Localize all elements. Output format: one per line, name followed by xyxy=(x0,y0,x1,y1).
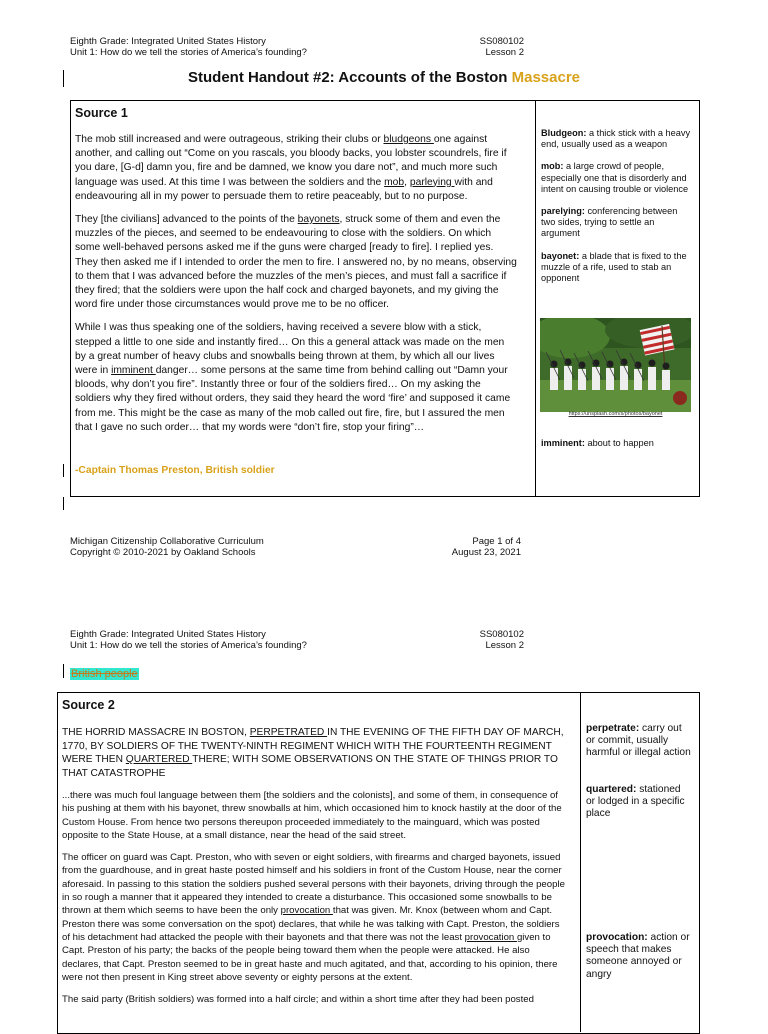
glossary-entry-quartered: quartered: stationed or lodged in a specific place xyxy=(586,784,685,820)
vocab-mob: mob xyxy=(384,176,405,188)
text-cursor-bar xyxy=(63,664,64,678)
source2-column-divider xyxy=(580,692,581,1032)
source2-paragraph-1: ...there was much foul language between them [the soldiers and the colonists], and some of them, in consequence of his pushing at them with his bayonet, threw snowballs at him, which occasioned him to knock hastily at the door of the Custom House. From hence two persons thereupon proceeded immediately to the mainguard, which was posted opposite to the State House, at a small distance, near the head of the said street. xyxy=(62,790,562,841)
source1-paragraph-3: While I was thus speaking one of the soldiers, having received a severe blow with a stick, stepped a little to one side and instantly fired… On this a general attack was made on the men by a great number of heavy clubs and snowballs being thrown at them, by which all our lives were in imminent danger… some persons at the same time from behind calling out “Damn your bloods, why don’t you fire”. Instantly three or four of the soldiers fired… On my asking the soldiers why they fired without orders, they said they heard the word ‘fire’ and supposed it came from me. This might be the case as many of the mob called out fire, fire, but I assured the men that I gave no such order… that my words were “don’t fire, stop your firing”… xyxy=(75,322,511,433)
lesson-number: Lesson 2 xyxy=(485,640,524,651)
source1-column-divider xyxy=(535,100,536,496)
source1-paragraph-1: The mob still increased and were outrageous, striking their clubs or bludgeons one against another, and calling out “Come on you rascals, you bloody backs, you lobster scoundrels, fire if you dare, [G-d] damn you, fire and be damned, we know you dare not”, and much more such language was used. At this time I was between the soldiers and the mob, parleying with and endeavouring all in my power to persuade them to retire peaceably, but to no purpose. xyxy=(75,134,507,202)
footer-date: August 23, 2021 xyxy=(451,547,521,558)
glossary-entry: parelying: conferencing between two sides, trying to settle an argument xyxy=(541,206,678,239)
photo-credit-link[interactable]: https://unsplash.com/s/photos/bayonet xyxy=(568,411,663,417)
course-code: SS080102 xyxy=(479,36,524,47)
source1-title: Source 1 xyxy=(75,106,128,120)
vocab-perpetrated: PERPETRATED xyxy=(249,727,328,738)
source1-attribution: -Captain Thomas Preston, British soldier xyxy=(75,465,275,476)
course-title: Eighth Grade: Integrated United States History xyxy=(70,36,266,47)
source2-paragraph-2: The officer on guard was Capt. Preston, who with seven or eight soldiers, with firearms and charged bayonets, issued from the guardhouse, and in great haste posted himself and his soldiers in front of the Custom House, near the corner aforesaid. In passing to this station the soldiers pushed several persons with their bayonets, driving through the people in so rough a manner that it appeared they intended to create a disturbance. This occasioned some snowballs to be thrown at them which seems to have been the only provocation that was given. Mr. Knox (between whom and Capt. Preston there was some conversation on the spot) declares, that while he was talking with Capt. Preston, the soldiers of his detachment had attacked the people with their bayonets and that there was not the least provocation given to Capt. Preston of his party; the backs of the people being toward them when the people were attacked. He also declares, that Capt. Preston seemed to be in great haste and much agitated, and that, according to his opinion, there were not then present in King street above seventy or eighty persons at the extent. xyxy=(62,852,565,983)
glossary-entry: bayonet: a blade that is fixed to the muzzle of a rife, used to stab an opponent xyxy=(541,250,687,284)
vocab-parleying: parleying xyxy=(409,176,455,188)
text-cursor-bar xyxy=(63,464,64,477)
vocab-imminent: imminent xyxy=(111,365,156,377)
page1-footer-right xyxy=(420,536,521,558)
footer-page-number: Page 1 of 4 xyxy=(472,536,521,547)
source2-paragraph-3: The said party (British soldiers) was formed into a half circle; and within a short time after they had been posted xyxy=(62,994,534,1006)
source2-heading: THE HORRID MASSACRE IN BOSTON, PERPETRATED IN THE EVENING OF THE FIFTH DAY OF MARCH, 1770, BY SOLDIERS OF THE TWENTY-NINTH REGIMENT WHICH WITH THE FOURTEENTH REGIMENT WERE THEN QUARTERED THERE; WITH SOME OBSERVATIONS ON THE STATE OF THINGS PRIOR TO THAT CATASTROPHE xyxy=(62,727,564,779)
lesson-number: Lesson 2 xyxy=(485,47,524,58)
source1-glossary xyxy=(541,128,693,295)
source1-text xyxy=(75,133,518,444)
footer-copyright: Copyright © 2010-2021 by Oakland Schools xyxy=(70,547,256,558)
source2-title: Source 2 xyxy=(62,698,115,712)
title-main: Student Handout #2: Accounts of the Boston xyxy=(188,69,512,86)
footer-org: Michigan Citizenship Collaborative Curriculum xyxy=(70,536,264,547)
unit-title: Unit 1: How do we tell the stories of America’s founding? xyxy=(70,640,307,651)
course-title: Eighth Grade: Integrated United States History xyxy=(70,629,266,640)
vocab-bludgeons: bludgeons xyxy=(383,134,434,145)
text-cursor-bar xyxy=(63,497,64,510)
source2-text xyxy=(62,726,568,1015)
bayonet-reenactment-photo xyxy=(540,318,691,412)
glossary-entry-imminent: imminent: about to happen xyxy=(541,438,654,448)
source1-paragraph-2: They [the civilians] advanced to the points of the bayonets, struck some of them and even the muzzles of the pieces, and seemed to be endeavouring to close with the soldiers. On which some well-behaved persons asked me if the guns were charged [ready to fire]. I replied yes. They then asked me if I intended to order the men to fire. I answered no, by no means, observing to them that I was advanced before the muzzles of the men’s pieces, and must fall a sacrifice if they fired; that the soldiers were upon the half cock and charged bayonets, and my giving the word fire under those circumstances would prove me to be no officer. xyxy=(75,214,517,311)
vocab-provocation: provocation xyxy=(464,931,517,943)
glossary-entry-perpetrate: perpetrate: carry out or commit, usually harmful or illegal action xyxy=(586,723,691,759)
glossary-entry: mob: a large crowd of people, especially one that is disorderly and intent on causing trouble or violence xyxy=(541,161,689,194)
page1-header-left xyxy=(70,36,307,58)
vocab-provocation: provocation xyxy=(280,905,333,917)
unit-title: Unit 1: How do we tell the stories of America’s founding? xyxy=(70,47,307,58)
page2-header-right xyxy=(440,629,524,651)
glossary-entry-provocation: provocation: action or speech that makes someone annoyed or angry xyxy=(586,932,690,980)
vocab-quartered: QUARTERED xyxy=(125,754,193,765)
title-accent: Massacre xyxy=(511,69,580,86)
page1-header-right xyxy=(440,36,524,58)
glossary-entry: Bludgeon: a thick stick with a heavy end, usually used as a weapon xyxy=(541,128,691,150)
page-title xyxy=(0,69,768,86)
page2-header-left xyxy=(70,629,307,651)
course-code: SS080102 xyxy=(479,629,524,640)
vocab-bayonets: bayonets xyxy=(297,214,340,226)
highlighted-struck-tag: British people xyxy=(71,668,138,680)
page1-footer-left xyxy=(70,536,264,558)
